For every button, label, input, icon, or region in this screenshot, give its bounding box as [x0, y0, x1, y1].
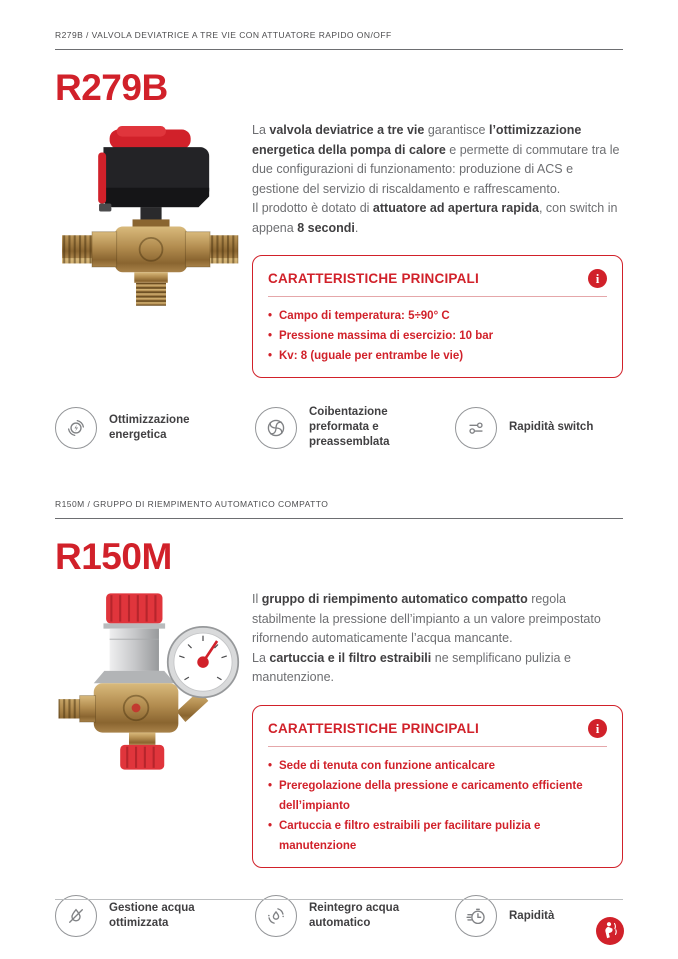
feature-bullet: • Pressione massima di esercizio: 10 bar — [268, 326, 607, 346]
feature-label: Gestione acqua ottimizzata — [109, 902, 195, 930]
feature-item — [255, 405, 455, 450]
product-photo-filling-unit — [55, 586, 240, 819]
key-features-box — [252, 705, 623, 869]
key-features-box — [252, 255, 623, 378]
features-bullet-list — [268, 756, 607, 857]
energy-optimization-icon — [55, 407, 97, 449]
section-kicker: R279B / VALVOLA DEVIATRICE A TRE VIE CON ATTUATORE RAPIDO ON/OFF — [55, 30, 623, 50]
feature-icons-row — [55, 895, 623, 937]
feature-item — [55, 407, 255, 449]
stopwatch-icon — [455, 895, 497, 937]
box-divider — [268, 296, 607, 297]
product-section-r279b — [55, 30, 623, 450]
feature-bullet: • Campo di temperatura: 5÷90° C — [268, 306, 607, 326]
feature-item — [55, 895, 255, 937]
product-title: R279B — [55, 67, 168, 108]
product-photo-diverter-valve — [55, 117, 240, 318]
product-section-r150m — [55, 499, 623, 937]
features-box-title: CARATTERISTICHE PRINCIPALI — [268, 271, 479, 286]
box-divider — [268, 746, 607, 747]
feature-bullet: • Sede di tenuta con funzione anticalcare — [268, 756, 607, 776]
feature-label: Coibentazione preformata e preassemblata — [309, 406, 390, 449]
section-kicker: R150M / GRUPPO DI RIEMPIMENTO AUTOMATICO COMPATTO — [55, 499, 623, 519]
features-bullet-list — [268, 306, 607, 366]
product-description: La valvola deviatrice a tre vie garantisce l’ottimizzazione energetica della pompa di calore e permette di commutare tra le due configurazioni di funzionamento: produzione di ACS e gestione del servizio di riscaldamento e raffrescamento. Il prodotto è dotato di attuatore ad apertura rapida, con switch in appena 8 secondi. — [252, 123, 620, 235]
water-management-icon — [55, 895, 97, 937]
switch-speed-icon — [455, 407, 497, 449]
footer-divider — [55, 899, 623, 900]
feature-label: Reintegro acqua automatico — [309, 902, 400, 930]
feature-item — [455, 407, 593, 449]
feature-bullet: • Preregolazione della pressione e caricamento efficiente dell’impianto — [268, 776, 607, 816]
info-icon[interactable]: i — [588, 719, 607, 738]
water-refill-icon — [255, 895, 297, 937]
feature-bullet: • Cartuccia e filtro estraibili per facilitare pulizia e manutenzione — [268, 816, 607, 856]
feature-item — [255, 895, 455, 937]
feature-bullet: • Kv: 8 (uguale per entrambe le vie) — [268, 346, 607, 366]
feature-icons-row — [55, 405, 623, 450]
feature-item — [455, 895, 554, 937]
feature-label: Rapidità — [509, 909, 555, 922]
features-box-title: CARATTERISTICHE PRINCIPALI — [268, 720, 479, 736]
giacomini-logo — [595, 916, 625, 946]
feature-label: Ottimizzazione energetica — [109, 413, 190, 441]
info-icon[interactable]: i — [588, 269, 607, 288]
product-title: R150M — [55, 536, 172, 578]
feature-label: Rapidità switch — [509, 421, 594, 434]
product-description: Il gruppo di riempimento automatico compatto regola stabilmente la pressione dell’impianto a un valore preimpostato rifornendo automaticamente l’acqua mancante. La cartuccia e il filtro estraibili ne semplificano pulizia e manutenzione. — [252, 592, 601, 685]
insulation-icon — [255, 407, 297, 449]
